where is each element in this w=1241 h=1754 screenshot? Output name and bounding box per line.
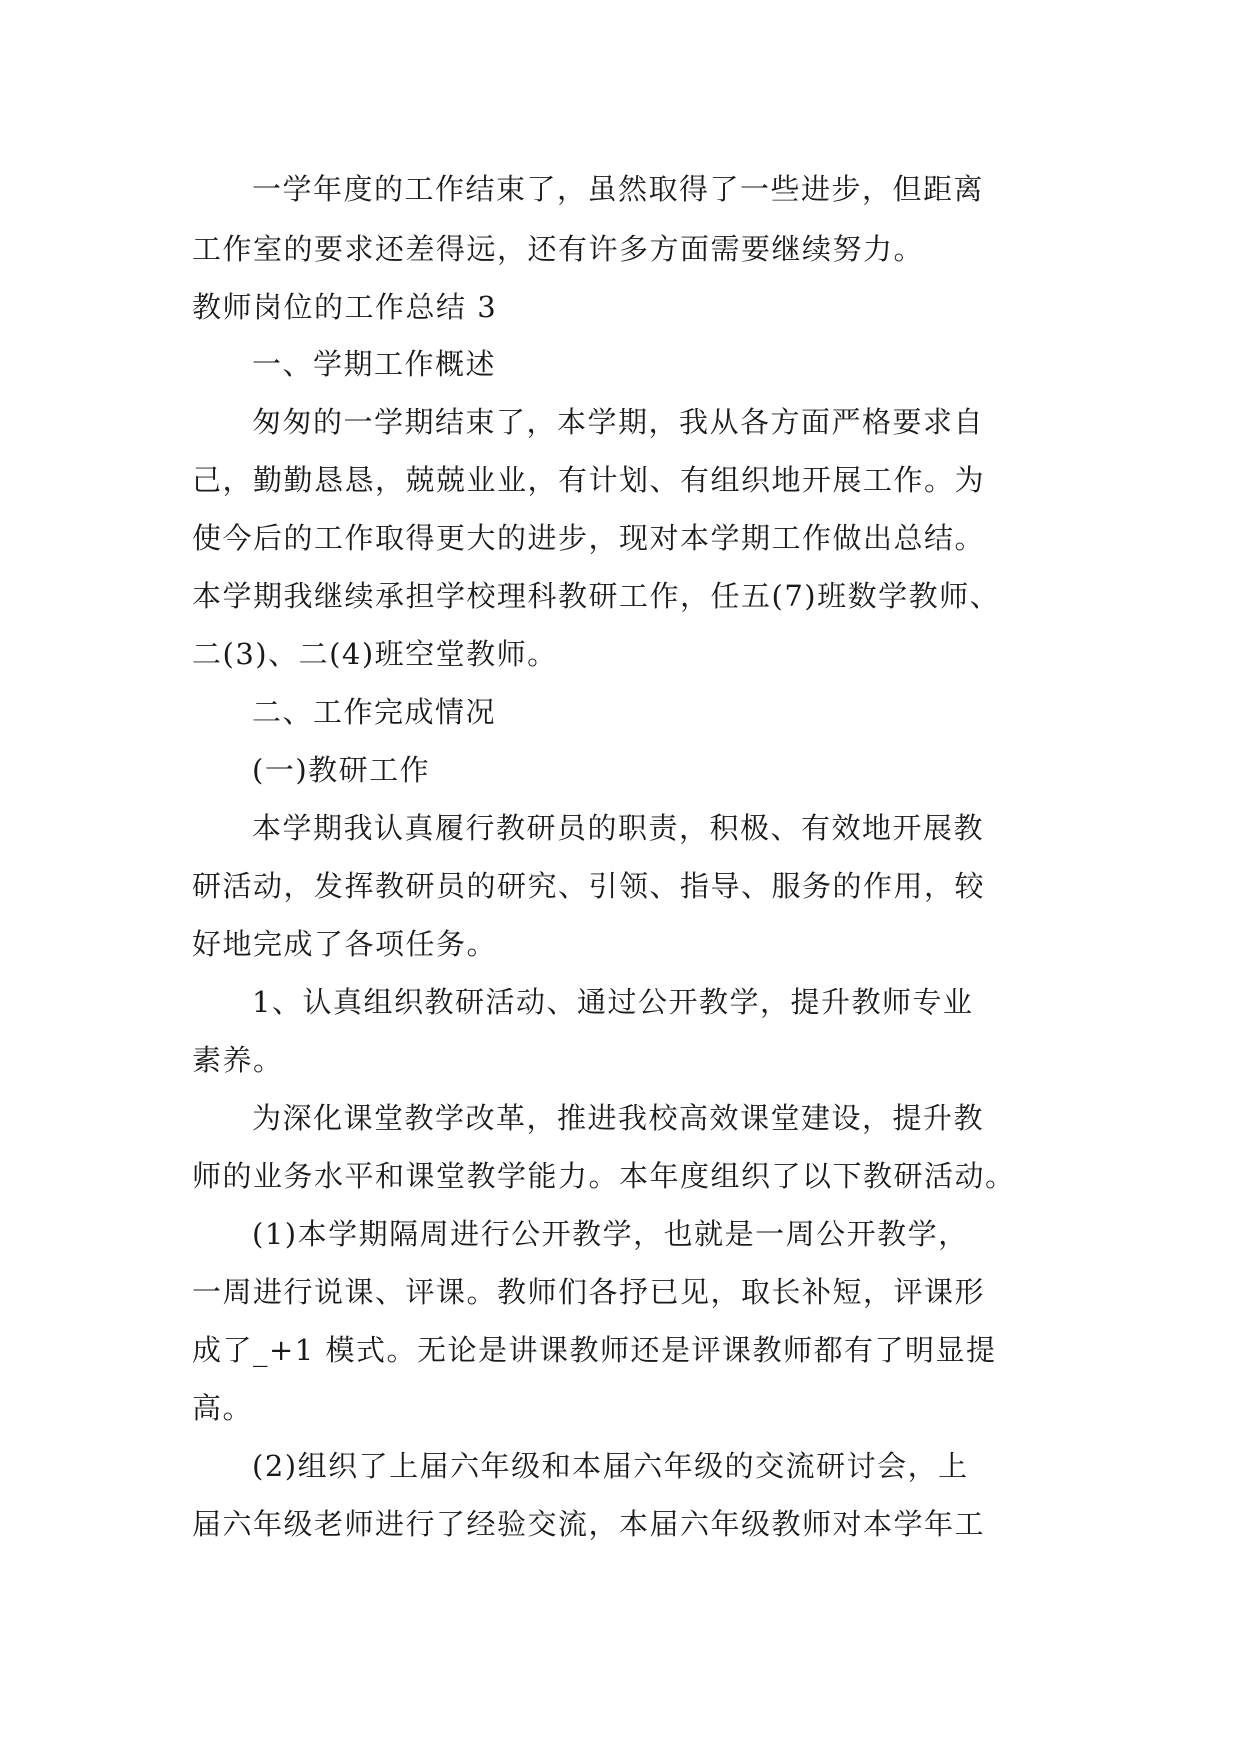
- body-line: 一学年度的工作结束了，虽然取得了一些进步，但距离: [252, 172, 985, 206]
- body-line: 届六年级老师进行了经验交流，本届六年级教师对本学年工: [192, 1507, 986, 1541]
- body-line: 研活动，发挥教研员的研究、引领、指导、服务的作用，较: [192, 869, 986, 903]
- body-line: 使今后的工作取得更大的进步，现对本学期工作做出总结。: [192, 521, 986, 555]
- section-heading: 二、工作完成情况: [252, 695, 497, 729]
- body-line: (1)本学期隔周进行公开教学，也就是一周公开教学，: [252, 1217, 969, 1251]
- body-line: 成了_+1 模式。无论是讲课教师还是评课教师都有了明显提: [192, 1333, 997, 1367]
- section-heading: 一、学期工作概述: [252, 347, 497, 381]
- section-title: 教师岗位的工作总结 3: [192, 290, 498, 324]
- body-line: (2)组织了上届六年级和本届六年级的交流研讨会，上: [252, 1449, 969, 1483]
- body-line: 素养。: [192, 1043, 284, 1077]
- body-line: 1、认真组织教研活动、通过公开教学，提升教师专业: [252, 985, 974, 1019]
- subsection-heading: (一)教研工作: [252, 753, 431, 787]
- body-line: 好地完成了各项任务。: [192, 927, 498, 961]
- body-line: 本学期我认真履行教研员的职责，积极、有效地开展教: [252, 811, 985, 845]
- body-line: 高。: [192, 1391, 254, 1425]
- body-line: 师的业务水平和课堂教学能力。本年度组织了以下教研活动。: [192, 1159, 1016, 1193]
- body-line: 匆匆的一学期结束了，本学期，我从各方面严格要求自: [252, 405, 985, 439]
- body-line: 二(3)、二(4)班空堂教师。: [192, 637, 558, 671]
- body-line: 本学期我继续承担学校理科教研工作，任五(7)班数学教师、: [192, 579, 1001, 613]
- body-line: 己，勤勤恳恳，兢兢业业，有计划、有组织地开展工作。为: [192, 463, 986, 497]
- body-line: 工作室的要求还差得远，还有许多方面需要继续努力。: [192, 232, 925, 266]
- body-line: 为深化课堂教学改革，推进我校高效课堂建设，提升教: [252, 1101, 985, 1135]
- body-line: 一周进行说课、评课。教师们各抒已见，取长补短，评课形: [192, 1275, 986, 1309]
